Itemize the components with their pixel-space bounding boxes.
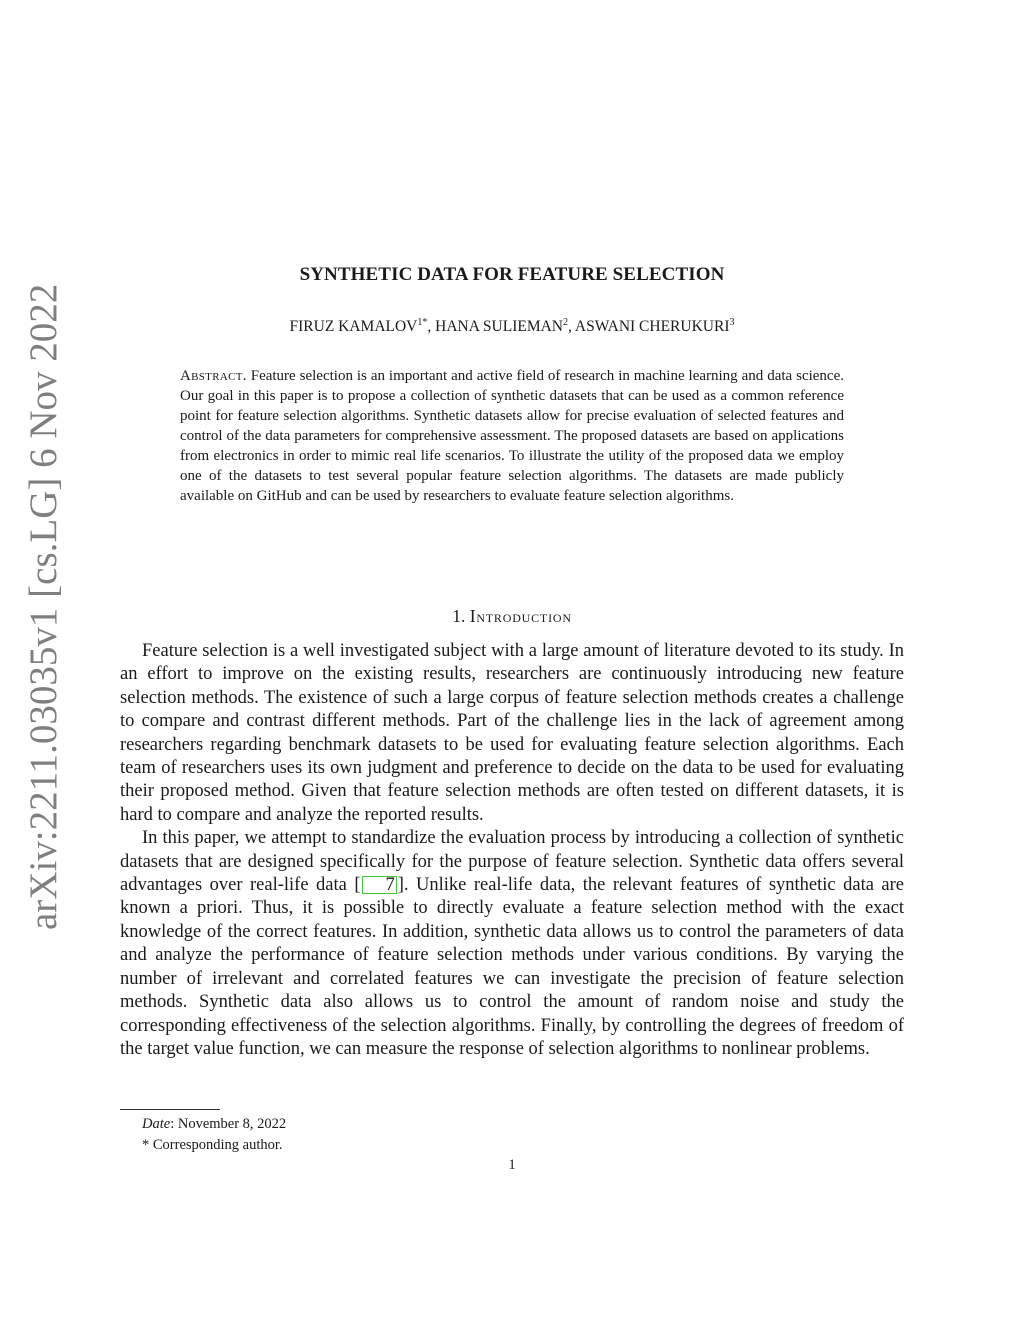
- citation-link[interactable]: 7: [362, 876, 397, 894]
- arxiv-sidebar-stamp: [18, 283, 70, 930]
- author-list: FIRUZ $KAMALOV^{1*}$, HANA SULIEMAN$^2$, ASWANI CHERUKURI$^3$: [289, 317, 735, 335]
- author-affiliation-mark: 3: [729, 317, 735, 328]
- page-number: 1: [508, 1157, 516, 1173]
- abstract-label: Abstract.: [180, 368, 247, 384]
- author-affiliation-mark: 1*: [417, 317, 428, 328]
- footnote-date-value: : November 8, 2022: [170, 1116, 287, 1132]
- arxiv-identifier: arXiv:2211.03035v1 [cs.LG] 6 Nov 2022: [22, 283, 65, 930]
- footnote-rule: [120, 1109, 220, 1110]
- abstract-text: Feature selection is an important and active field of research in machine learning and data science. Our goal in this paper is to propose a collection of synthetic datasets that can be used as a common reference point for feature selection algorithms. Synthetic datasets allow for precise evaluation of selected features and control of the data parameters for comprehensive assessment. The proposed datasets are based on applications from electronics in order to mimic real life scenarios. To illustrate the utility of the proposed data we employ one of the datasets to test several popular feature selection algorithms. The datasets are made publicly available on GitHub and can be used by researchers to evaluate feature selection algorithms.: [180, 368, 844, 504]
- paragraph: In this paper, we attempt to standardize the evaluation process by introducing a collection of synthetic datasets that are designed specifically for the purpose of feature selection. Synthetic data offers several advantages over real-life data [ 7 ]. Unlike real-life data, the relevant features of synthetic data are known a priori. Thus, it is possible to directly evaluate a feature selection method with the exact knowledge of the correct features. In addition, synthetic data allows us to control the parameters of data and analyze the performance of feature selection methods under various conditions. By varying the number of irrelevant and correlated features we can investigate the precision of feature selection methods. Synthetic data also allows us to control the amount of random noise and study the corresponding effectiveness of the selection algorithms. Finally, by controlling the degrees of freedom of the target value function, we can measure the response of selection algorithms to nonlinear problems.: [120, 828, 904, 1059]
- paper-title: SYNTHETIC DATA FOR FEATURE SELECTION: [299, 264, 725, 285]
- author-affiliation-mark: 2: [563, 317, 568, 328]
- footnote-date-label: Date: [142, 1116, 171, 1132]
- section-number: 1.: [452, 606, 466, 626]
- author-name: FIRUZ KAMALOV: [289, 318, 418, 335]
- footnotes: [142, 1114, 286, 1156]
- paragraph: Feature selection is a well investigated subject with a large amount of literature devoted to its study. In an effort to improve on the existing results, researchers are continuously introducing new feature selection methods. The existence of such a large corpus of feature selection methods creates a challenge to compare and contrast different methods. Part of the challenge lies in the lack of agreement among researchers regarding benchmark datasets to be used for evaluating feature selection algorithms. Each team of researchers uses its own judgment and preference to decide on the data to be used for evaluating their proposed method. Given that feature selection methods are often tested on different datasets, it is hard to compare and analyze the reported results.: [120, 641, 904, 825]
- introduction-body: [120, 640, 904, 1061]
- section-title: Introduction: [469, 606, 572, 626]
- footnote-corresponding: * Corresponding author.: [142, 1137, 283, 1153]
- abstract: [180, 366, 844, 506]
- author-name: ASWANI CHERUKURI: [574, 318, 730, 335]
- section-heading: [0, 606, 1024, 627]
- author-name: HANA SULIEMAN: [435, 318, 563, 335]
- footnote-date: [142, 1114, 286, 1135]
